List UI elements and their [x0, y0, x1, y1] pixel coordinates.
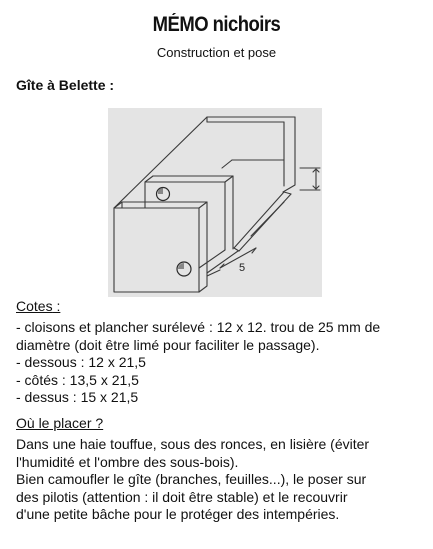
- placement-line: Dans une haie touffue, sous des ronces, en lisière (éviter: [16, 436, 370, 452]
- cotes-text: [16, 319, 426, 407]
- nest-box-sketch: [108, 108, 322, 297]
- section-heading: Gîte à Belette :: [16, 77, 115, 93]
- cotes-heading-colon: :: [52, 298, 61, 314]
- dimension-label: 5: [239, 262, 246, 274]
- page-subtitle: Construction et pose: [156, 45, 277, 60]
- placement-line: Bien camoufler le gîte (branches, feuilles...), le poser sur: [16, 471, 367, 488]
- placement-text: [16, 436, 426, 524]
- cotes-line: - cloisons et plancher surélevé : 12 x 12. trou de 25 mm de: [16, 319, 381, 335]
- cotes-heading-label: Cotes: [16, 298, 53, 314]
- page-title: MÉMO nichoirs: [152, 13, 281, 36]
- nest-box-drawing: [108, 108, 322, 297]
- cotes-line: - dessous : 12 x 21,5: [16, 354, 146, 371]
- placement-heading: Où le placer ?: [16, 415, 104, 431]
- cotes-line: - côtés : 13,5 x 21,5: [16, 371, 139, 388]
- cotes-line: - dessus : 15 x 21,5: [16, 389, 139, 406]
- cotes-heading: [16, 298, 60, 314]
- placement-line: des pilotis (attention : il doit être stable) et le recouvrir: [16, 488, 348, 505]
- cotes-line: diamètre (doit être limé pour faciliter le passage).: [16, 336, 320, 353]
- placement-line: l'humidité et l'ombre des sous-bois).: [16, 453, 239, 470]
- placement-line: d'une petite bâche pour le protéger des intempéries.: [16, 506, 340, 523]
